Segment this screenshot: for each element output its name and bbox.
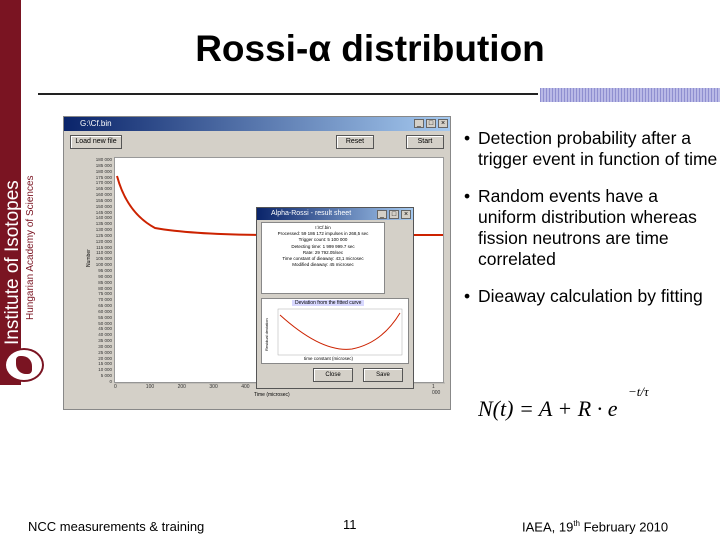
bullet-item: • Detection probability after a trigger event in function of time	[462, 128, 720, 170]
reset-button[interactable]: Reset	[336, 135, 374, 149]
deviation-plot-ylabel: Residual deviation	[264, 318, 269, 351]
y-tick-label: 90 000	[98, 273, 112, 279]
institute-name: Institute of Isotopes	[2, 180, 23, 345]
dialog-close-button[interactable]: Close	[313, 368, 353, 382]
dialog-title: Alpha-Rossi - result sheet	[271, 210, 352, 217]
y-tick-label: 180 000	[95, 168, 112, 174]
footer-right-sup: th	[573, 519, 580, 528]
y-tick-label: 170 000	[95, 180, 112, 186]
y-tick-label: 110 000	[96, 250, 112, 256]
footer-right-prefix: IAEA, 19	[522, 519, 574, 535]
maximize-icon[interactable]: □	[426, 119, 436, 128]
dieaway-formula	[478, 382, 658, 432]
deviation-plot-title: Deviation from the fitted curve	[292, 300, 364, 306]
window-titlebar	[64, 117, 450, 131]
y-tick-label: 185 000	[95, 162, 112, 168]
y-tick-label: 30 000	[98, 343, 112, 349]
academy-name: Hungarian Academy of Sciences	[25, 175, 36, 320]
load-file-button[interactable]: Load new file	[70, 135, 122, 149]
result-line: I:\Cf.bin	[315, 225, 331, 230]
footer-right	[522, 519, 668, 534]
decorative-bar	[540, 88, 720, 102]
y-tick-label: 65 000	[98, 303, 112, 309]
window-title: G:\Cf.bin	[80, 119, 112, 128]
dialog-maximize-icon[interactable]: □	[389, 210, 399, 219]
bullet-item: • Random events have a uniform distribution whereas fission neutrons are time correlated	[462, 186, 720, 270]
dialog-minimize-icon[interactable]: _	[377, 210, 387, 219]
y-tick-label: 50 000	[98, 320, 112, 326]
y-tick-label: 80 000	[98, 285, 112, 291]
y-tick-label: 55 000	[98, 314, 112, 320]
y-tick-label: 45 000	[98, 326, 112, 332]
y-tick-label: 5 000	[100, 373, 112, 379]
dialog-save-button[interactable]: Save	[363, 368, 403, 382]
result-line: Time constant of dieaway: 43,1 microsec	[282, 255, 364, 261]
result-line: Detecting time: 1 999 999.7 sec	[291, 243, 355, 249]
minimize-icon[interactable]: _	[414, 119, 424, 128]
title-divider	[38, 93, 538, 95]
application-window	[63, 116, 451, 410]
y-tick-label: 95 000	[98, 268, 112, 273]
slide-title: Rossi-α distribution	[195, 28, 545, 69]
page-number: 11	[343, 517, 357, 532]
y-tick-label: 175 000	[95, 174, 112, 180]
y-tick-label: 70 000	[98, 297, 112, 303]
y-tick-label: 10 000	[98, 367, 112, 373]
result-line: Rate: 29 792.05/sec	[302, 249, 344, 255]
y-tick-label: 15 000	[98, 361, 112, 367]
y-tick-label: 155 000	[95, 197, 112, 203]
x-tick-label: 300	[209, 384, 218, 390]
y-tick-label: 120 000	[95, 238, 112, 244]
bullet-item: • Dieaway calculation by fitting	[462, 286, 720, 307]
bullet-list	[462, 128, 720, 323]
dialog-close-icon[interactable]: ×	[401, 210, 411, 219]
y-tick-label: 85 000	[98, 279, 112, 285]
y-axis-label: Number	[86, 249, 92, 267]
y-tick-label: 145 000	[95, 209, 112, 215]
y-tick-label: 25 000	[98, 349, 112, 355]
x-tick-label: 0	[114, 384, 117, 390]
y-tick-label: 0	[109, 379, 112, 384]
institute-logo	[4, 348, 44, 382]
y-tick-label: 125 000	[95, 232, 112, 238]
svg-text:−t/τ: −t/τ	[628, 384, 649, 399]
y-tick-label: 60 000	[98, 308, 112, 314]
x-tick-label: 400	[241, 384, 250, 390]
start-button[interactable]: Start	[406, 135, 444, 149]
y-tick-label: 160 000	[95, 192, 112, 198]
svg-text:N(t) = A + R · e: N(t) = A + R · e	[478, 396, 618, 421]
result-line: Processed: 59 186 172 impulses in 268,5 sec	[277, 231, 369, 237]
result-text	[261, 222, 385, 294]
result-line: Modified dieaway: 45 microsec	[292, 262, 354, 268]
close-icon[interactable]: ×	[438, 119, 448, 128]
dialog-controls	[377, 210, 411, 219]
x-tick-label: 100	[145, 384, 155, 390]
y-tick-label: 150 000	[95, 203, 112, 209]
window-controls	[414, 119, 448, 128]
y-tick-label: 35 000	[98, 338, 112, 344]
dialog-titlebar	[257, 208, 413, 220]
y-tick-label: 40 000	[98, 332, 112, 338]
y-tick-label: 180 000	[95, 157, 112, 162]
y-tick-label: 130 000	[95, 227, 112, 233]
deviation-plot-xlabel: time constant (microsec)	[304, 356, 354, 361]
result-dialog	[256, 207, 414, 389]
result-line: Trigger count: 5 100 000	[298, 237, 348, 243]
y-tick-label: 165 000	[95, 186, 112, 192]
footer-right-suffix: February 2010	[579, 519, 669, 535]
x-axis-label: Time (microsec)	[254, 392, 290, 398]
y-axis-ticks	[92, 157, 114, 383]
x-tick-label: 200	[177, 384, 186, 390]
y-tick-label: 115 000	[96, 244, 112, 250]
y-tick-label: 140 000	[95, 215, 112, 221]
deviation-plot	[261, 298, 409, 364]
y-tick-label: 75 000	[98, 291, 112, 297]
y-tick-label: 20 000	[98, 355, 112, 361]
footer-left: NCC measurements & training	[28, 519, 205, 534]
formula-graphic	[478, 382, 658, 432]
x-tick-label: 1 000	[432, 384, 441, 396]
y-tick-label: 105 000	[95, 256, 112, 262]
y-tick-label: 135 000	[95, 221, 112, 227]
y-tick-label: 100 000	[95, 262, 112, 268]
